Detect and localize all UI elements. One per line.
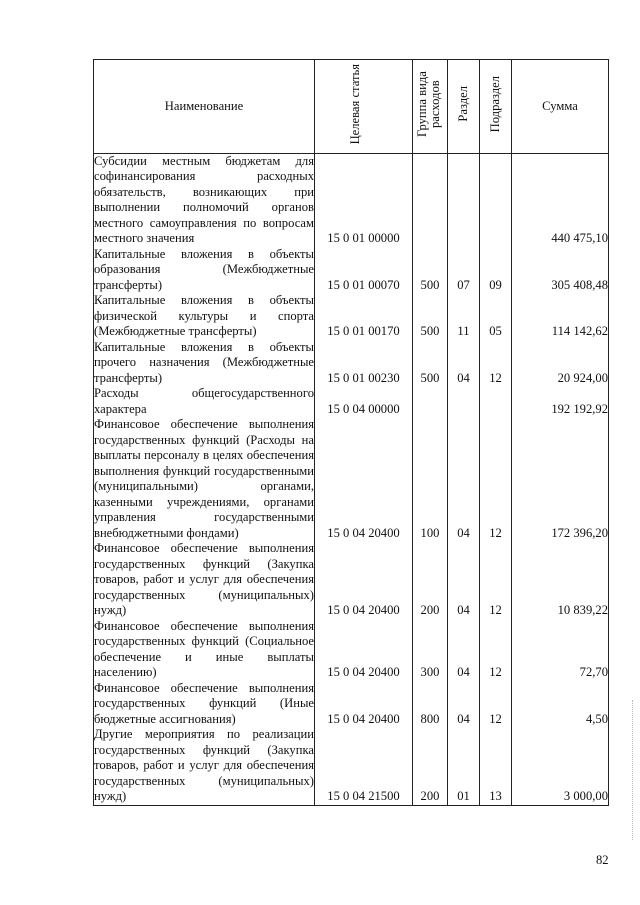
row-subsection	[480, 386, 512, 417]
row-subsection: 13	[480, 727, 512, 805]
row-code: 15 0 04 20400	[315, 417, 413, 541]
row-sum: 72,70	[512, 619, 609, 681]
budget-table	[93, 59, 609, 806]
row-group: 100	[413, 417, 448, 541]
row-code: 15 0 04 20400	[315, 619, 413, 681]
row-sum: 305 408,48	[512, 247, 609, 294]
row-code: 15 0 01 00000	[315, 153, 413, 247]
row-section: 11	[448, 293, 480, 340]
row-group: 300	[413, 619, 448, 681]
table-row	[94, 541, 609, 619]
row-section: 01	[448, 727, 480, 805]
row-group	[413, 386, 448, 417]
row-name: Капитальные вложения в объекты физической культуры и спорта (Межбюджетные трансферты)	[94, 293, 314, 338]
row-name: Капитальные вложения в объекты образования (Межбюджетные трансферты)	[94, 246, 314, 292]
table-row	[94, 417, 609, 541]
row-group: 200	[413, 541, 448, 619]
row-name: Финансовое обеспечение выполнения государственных функций (Социальное обеспечение и иные выплаты населению)	[94, 618, 314, 679]
row-subsection: 05	[480, 293, 512, 340]
row-section: 04	[448, 340, 480, 387]
row-subsection: 12	[480, 541, 512, 619]
header-name: Наименование	[94, 60, 315, 154]
row-section: 04	[448, 681, 480, 728]
table-row	[94, 153, 609, 247]
row-group: 200	[413, 727, 448, 805]
table-header-row	[94, 60, 609, 154]
scan-edge-divider	[632, 700, 634, 840]
row-subsection	[480, 153, 512, 247]
row-name: Расходы общегосударственного характера	[94, 386, 314, 416]
row-name: Финансовое обеспечение выполнения государственных функций (Иные бюджетные ассигнования)	[94, 680, 314, 726]
row-sum: 4,50	[512, 681, 609, 728]
row-section: 04	[448, 417, 480, 541]
table-row	[94, 727, 609, 805]
row-subsection: 12	[480, 681, 512, 728]
row-code: 15 0 04 20400	[315, 681, 413, 728]
row-sum: 3 000,00	[512, 727, 609, 805]
row-sum: 114 142,62	[512, 293, 609, 340]
table-row	[94, 681, 609, 728]
row-code: 15 0 01 00170	[315, 293, 413, 340]
row-section: 04	[448, 619, 480, 681]
row-name: Финансовое обеспечение выполнения государственных функций (Закупка товаров, работ и услуг для обеспечения государственных (муниципальных) нужд)	[94, 541, 314, 617]
row-subsection: 09	[480, 247, 512, 294]
row-name: Капитальные вложения в объекты прочего назначения (Межбюджетные трансферты)	[94, 339, 314, 385]
row-code: 15 0 01 00230	[315, 340, 413, 387]
header-sum: Сумма	[512, 60, 609, 154]
table-row	[94, 386, 609, 417]
header-code: Целевая статья	[315, 60, 413, 154]
row-sum: 440 475,10	[512, 153, 609, 247]
row-section: 07	[448, 247, 480, 294]
table-row	[94, 247, 609, 294]
row-subsection: 12	[480, 417, 512, 541]
table-row	[94, 293, 609, 340]
row-group: 500	[413, 293, 448, 340]
header-section: Раздел	[448, 60, 480, 154]
row-section	[448, 153, 480, 247]
row-code: 15 0 01 00070	[315, 247, 413, 294]
row-sum: 172 396,20	[512, 417, 609, 541]
row-section	[448, 386, 480, 417]
row-code: 15 0 04 20400	[315, 541, 413, 619]
row-code: 15 0 04 00000	[315, 386, 413, 417]
header-group: Группа вида расходов	[413, 60, 448, 154]
table-row	[94, 619, 609, 681]
row-subsection: 12	[480, 340, 512, 387]
header-subsection: Подраздел	[480, 60, 512, 154]
row-sum: 192 192,92	[512, 386, 609, 417]
row-group: 500	[413, 340, 448, 387]
row-subsection: 12	[480, 619, 512, 681]
row-sum: 10 839,22	[512, 541, 609, 619]
row-group: 500	[413, 247, 448, 294]
table-row	[94, 340, 609, 387]
row-sum: 20 924,00	[512, 340, 609, 387]
row-group: 800	[413, 681, 448, 728]
row-name: Другие мероприятия по реализации государственных функций (Закупка товаров, работ и услуг для обеспечения государственных (муниципальных) нужд)	[94, 727, 314, 803]
row-section: 04	[448, 541, 480, 619]
row-group	[413, 153, 448, 247]
row-code: 15 0 04 21500	[315, 727, 413, 805]
row-name: Субсидии местным бюджетам для софинансирования расходных обязательств, возникающих при выполнении полномочий органов местного самоуправления по вопросам местного значения	[94, 153, 314, 245]
row-name: Финансовое обеспечение выполнения государственных функций (Расходы на выплаты персоналу в целях обеспечения выполнения функций государственными (муниципальными) органами, казенными учреждениями, органами управления государственными внебюджетными фондами)	[94, 417, 314, 540]
page-number: 82	[596, 853, 609, 867]
